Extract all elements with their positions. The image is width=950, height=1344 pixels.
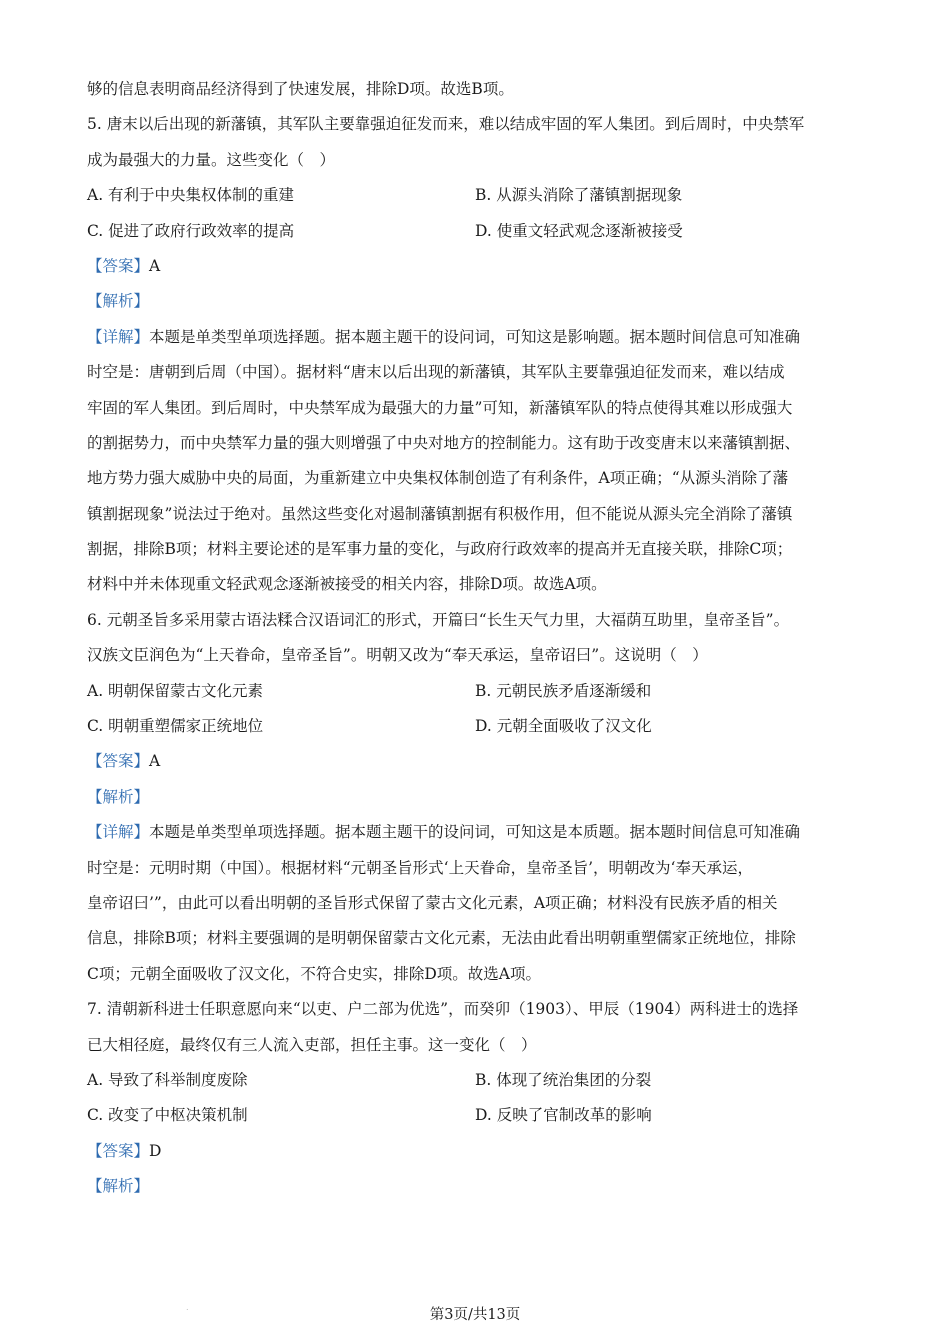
question-6	[87, 603, 863, 992]
detail-line: 皇帝诏曰’”，由此可以看出明朝的圣旨形式保留了蒙古文化元素，A项正确；材料没有民族矛盾的相关	[87, 893, 778, 912]
detail-line: C项；元朝全面吸收了汉文化，不符合史实，排除D项。故选A项。	[87, 964, 541, 983]
detail-line: 牢固的军人集团。到后周时，中央禁军成为最强大的力量”可知，新藩镇军队的特点使得其难以形成强大	[87, 398, 793, 417]
option-c: C. 促进了政府行政效率的提高	[87, 221, 295, 240]
detail-text: 本题是单类型单项选择题。据本题主题干的设问词，可知这是影响题。据本题时间信息可知准确	[149, 327, 801, 346]
answer-value: D	[149, 1141, 162, 1160]
scan-speck: .	[186, 1303, 189, 1312]
question-stem-line: 5. 唐末以后出现的新藩镇，其军队主要靠强迫征发而来，难以结成牢固的军人集团。到后周时，中央禁军	[87, 115, 805, 134]
option-b: B. 体现了统治集团的分裂	[475, 1070, 652, 1089]
detail-line: 镇割据现象”说法过于绝对。虽然这些变化对遏制藩镇割据有积极作用，但不能说从源头完全消除了藩镇	[87, 504, 793, 523]
analysis-tag: 【解析】	[87, 292, 150, 311]
option-c: C. 明朝重塑儒家正统地位	[87, 717, 264, 736]
detail-line: 时空是：元明时期（中国）。根据材料“元朝圣旨形式‘上天眷命，皇帝圣旨’，明朝改为‘奉天承运，	[87, 858, 753, 877]
page-footer: 第3页/共13页	[429, 1307, 521, 1323]
question-stem-line: 汉族文臣润色为“上天眷命，皇帝圣旨”。明朝又改为“奉天承运，皇帝诏曰”。这说明（ ）	[87, 646, 708, 665]
answer-line	[87, 1134, 863, 1169]
detail-line	[87, 320, 863, 355]
analysis-line	[87, 284, 863, 319]
options-row	[87, 674, 863, 709]
answer-line	[87, 249, 863, 284]
options-row	[87, 1063, 863, 1098]
detail-tag: 【详解】	[87, 823, 150, 842]
question-stem-line: 7. 清朝新科进士任职意愿向来“以吏、户二部为优选”，而癸卯（1903）、甲辰（1904）两科进士的选择	[87, 1000, 799, 1019]
detail-line	[87, 815, 863, 850]
option-b: B. 从源头消除了藩镇割据现象	[475, 186, 683, 205]
intro-line: 够的信息表明商品经济得到了快速发展，排除D项。故选B项。	[87, 80, 514, 98]
option-a: A. 导致了科举制度废除	[87, 1070, 248, 1089]
answer-value: A	[149, 256, 161, 275]
option-d: D. 反映了官制改革的影响	[475, 1106, 652, 1125]
answer-tag: 【答案】	[87, 1141, 150, 1160]
analysis-tag: 【解析】	[87, 1177, 150, 1196]
detail-line: 的割据势力，而中央禁军力量的强大则增强了中央对地方的控制能力。这有助于改变唐末以来藩镇割据、	[87, 433, 801, 452]
analysis-tag: 【解析】	[87, 787, 150, 806]
question-7	[87, 992, 863, 1204]
detail-text: 本题是单类型单项选择题。据本题主题干的设问词，可知这是本质题。据本题时间信息可知准确	[149, 823, 801, 842]
option-d: D. 使重文轻武观念逐渐被接受	[475, 221, 683, 240]
question-stem-line: 成为最强大的力量。这些变化（ ）	[87, 150, 336, 169]
analysis-line	[87, 780, 863, 815]
detail-line: 割据，排除B项；材料主要论述的是军事力量的变化，与政府行政效率的提高并无直接关联，排除C项；	[87, 540, 793, 559]
option-a: A. 有利于中央集权体制的重建	[87, 186, 295, 205]
options-row	[87, 709, 863, 744]
detail-tag: 【详解】	[87, 327, 150, 346]
detail-line: 信息，排除B项；材料主要强调的是明朝保留蒙古文化元素，无法由此看出明朝重塑儒家正统地位，排除	[87, 929, 796, 948]
answer-tag: 【答案】	[87, 752, 150, 771]
options-row	[87, 1098, 863, 1133]
answer-value: A	[149, 752, 161, 771]
answer-tag: 【答案】	[87, 256, 150, 275]
options-row	[87, 178, 863, 213]
option-d: D. 元朝全面吸收了汉文化	[475, 717, 652, 736]
question-stem-line: 已大相径庭，最终仅有三人流入吏部，担任主事。这一变化（ ）	[87, 1035, 537, 1054]
document-body	[87, 72, 863, 1205]
options-row	[87, 214, 863, 249]
option-c: C. 改变了中枢决策机制	[87, 1106, 248, 1125]
option-b: B. 元朝民族矛盾逐渐缓和	[475, 681, 652, 700]
detail-line: 时空是：唐朝到后周（中国）。据材料“唐末以后出现的新藩镇，其军队主要靠强迫征发而来，难以结成	[87, 363, 785, 382]
answer-line	[87, 744, 863, 779]
detail-line: 材料中并未体现重文轻武观念逐渐被接受的相关内容，排除D项。故选A项。	[87, 575, 607, 594]
question-stem-line: 6. 元朝圣旨多采用蒙古语法糅合汉语词汇的形式，开篇曰“长生天气力里，大福荫互助里，皇帝圣旨”。	[87, 610, 790, 629]
option-a: A. 明朝保留蒙古文化元素	[87, 681, 264, 700]
question-5	[87, 107, 863, 602]
analysis-line	[87, 1169, 863, 1204]
detail-line: 地方势力强大威胁中央的局面，为重新建立中央集权体制创造了有利条件，A项正确；“从源头消除了藩	[87, 469, 789, 488]
